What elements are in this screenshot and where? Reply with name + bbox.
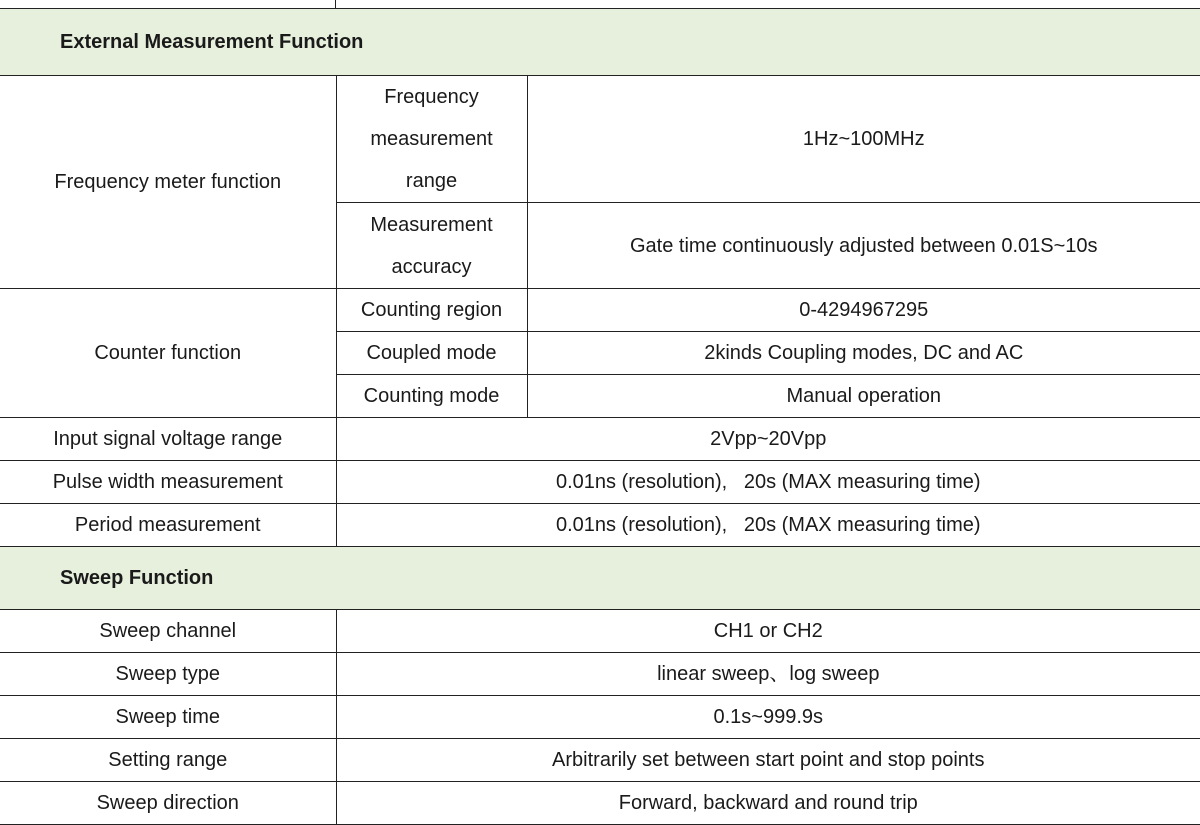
counting-region-label: Counting region [336, 289, 527, 332]
section-header-sweep [0, 547, 1200, 610]
sweep-row-value: Forward, backward and round trip [336, 782, 1200, 825]
period-value: 0.01ns (resolution), 20s (MAX measuring time) [336, 504, 1200, 547]
column-divider [335, 0, 336, 8]
sweep-row-value: Arbitrarily set between start point and stop points [336, 739, 1200, 782]
frequency-meter-label: Frequency meter function [0, 76, 336, 289]
table-row [0, 696, 1200, 739]
input-voltage-value: 2Vpp~20Vpp [336, 418, 1200, 461]
counting-region-value: 0-4294967295 [527, 289, 1200, 332]
table-row [0, 289, 1200, 332]
accuracy-value: Gate time continuously adjusted between 0.01S~10s [527, 203, 1200, 289]
sweep-row-value: CH1 or CH2 [336, 610, 1200, 653]
table-row [0, 782, 1200, 825]
sweep-row-value: linear sweep、log sweep [336, 653, 1200, 696]
input-voltage-label: Input signal voltage range [0, 418, 336, 461]
table-row [0, 610, 1200, 653]
frequency-range-value: 1Hz~100MHz [527, 76, 1200, 203]
frequency-range-label: Frequency measurement range [336, 76, 527, 203]
period-label: Period measurement [0, 504, 336, 547]
counting-mode-value: Manual operation [527, 375, 1200, 418]
spec-table [0, 8, 1200, 825]
table-row [0, 504, 1200, 547]
coupled-mode-label: Coupled mode [336, 332, 527, 375]
coupled-mode-value: 2kinds Coupling modes, DC and AC [527, 332, 1200, 375]
table-row [0, 461, 1200, 504]
table-row [0, 418, 1200, 461]
accuracy-label: Measurement accuracy [336, 203, 527, 289]
sweep-row-label: Sweep time [0, 696, 336, 739]
section-title-external: External Measurement Function [0, 9, 1200, 76]
section-title-sweep: Sweep Function [0, 547, 1200, 610]
table-row [0, 653, 1200, 696]
counter-function-label: Counter function [0, 289, 336, 418]
sweep-row-label: Setting range [0, 739, 336, 782]
sweep-row-label: Sweep type [0, 653, 336, 696]
pulse-width-label: Pulse width measurement [0, 461, 336, 504]
pulse-width-value: 0.01ns (resolution), 20s (MAX measuring time) [336, 461, 1200, 504]
sweep-row-label: Sweep channel [0, 610, 336, 653]
table-row [0, 76, 1200, 203]
section-header-external [0, 9, 1200, 76]
sweep-row-label: Sweep direction [0, 782, 336, 825]
table-row [0, 739, 1200, 782]
counting-mode-label: Counting mode [336, 375, 527, 418]
sweep-row-value: 0.1s~999.9s [336, 696, 1200, 739]
